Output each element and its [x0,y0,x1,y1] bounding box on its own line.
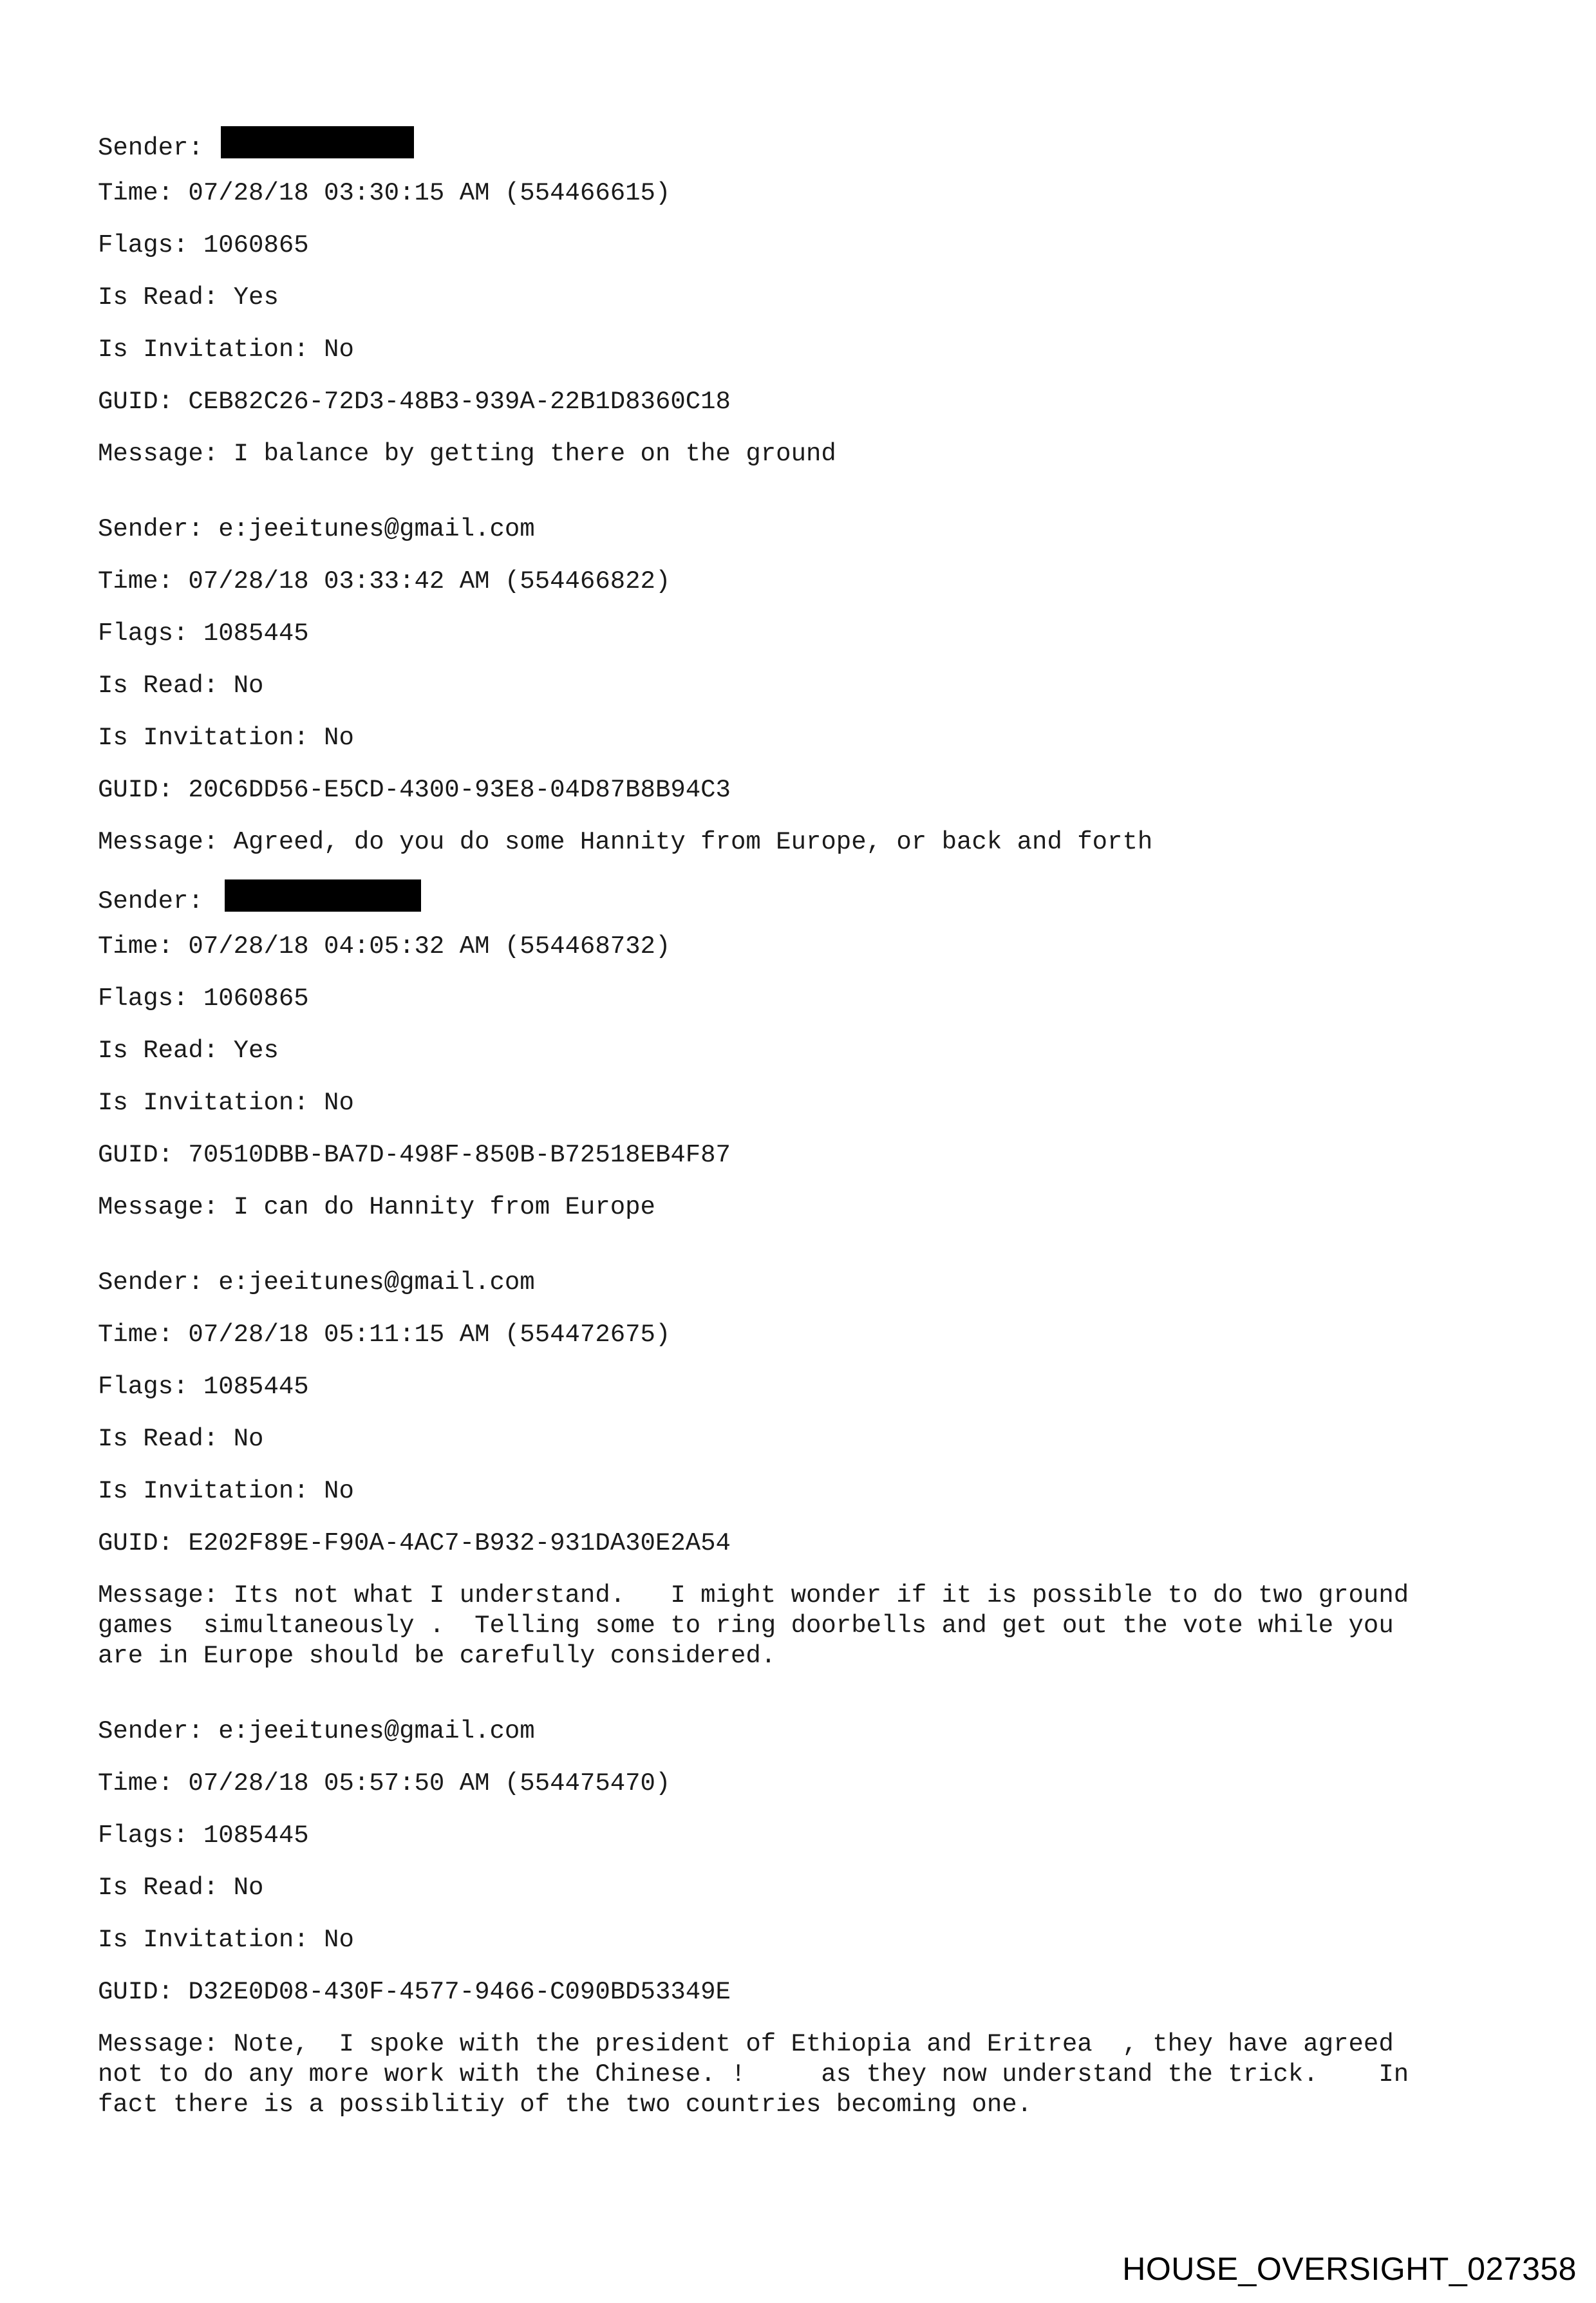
flags-line: Flags: 1060865 [98,231,309,259]
is-read-line: Is Read: Yes [98,283,279,312]
sender-line [98,1716,1514,1747]
guid-line: GUID: D32E0D08-430F-4577-9466-C090BD53349E [98,1978,731,2006]
message-record [98,1716,1514,2120]
flags-line: Flags: 1060865 [98,984,309,1013]
sender-label: Sender: [98,1268,219,1297]
time-line: Time: 07/28/18 05:11:15 AM (554472675) [98,1321,671,1349]
sender-line [98,514,1514,545]
message-line: Message: Its not what I understand. I might wonder if it is possible to do two ground games simultaneously . Telling some to ring doorbells and get out the vote while you are in Europe should be carefully considered. [98,1581,1409,1670]
flags-line: Flags: 1085445 [98,619,309,648]
sender-value: e:jeeitunes@gmail.com [218,1717,535,1745]
message-line: Message: Note, I spoke with the president of Ethiopia and Eritrea , they have agreed not to do any more work with the Chinese. ! as they now understand the trick. In fact there is a possiblitiy of the two countries becoming one. [98,2030,1409,2119]
bates-number: HOUSE_OVERSIGHT_027358 [1122,2251,1577,2287]
sender-value: e:jeeitunes@gmail.com [218,515,535,543]
message-line: Message: I can do Hannity from Europe [98,1193,655,1221]
time-line: Time: 07/28/18 03:33:42 AM (554466822) [98,567,671,596]
time-line: Time: 07/28/18 05:57:50 AM (554475470) [98,1769,671,1798]
message-record [98,514,1514,858]
sender-label: Sender: [98,134,219,162]
time-line: Time: 07/28/18 04:05:32 AM (554468732) [98,932,671,961]
is-invitation-line: Is Invitation: No [98,1089,354,1117]
sender-value: e:jeeitunes@gmail.com [218,1268,535,1297]
sender-label: Sender: [98,887,219,916]
guid-line: GUID: CEB82C26-72D3-48B3-939A-22B1D8360C18 [98,388,731,416]
redaction-box [225,879,421,912]
message-record [98,879,1514,1223]
sender-label: Sender: [98,1717,219,1745]
flags-line: Flags: 1085445 [98,1373,309,1401]
is-invitation-line: Is Invitation: No [98,724,354,752]
sender-label: Sender: [98,515,219,543]
guid-line: GUID: 20C6DD56-E5CD-4300-93E8-04D87B8B94C3 [98,776,731,804]
is-invitation-line: Is Invitation: No [98,335,354,364]
guid-line: GUID: 70510DBB-BA7D-498F-850B-B72518EB4F87 [98,1141,731,1169]
is-read-line: Is Read: No [98,1425,264,1453]
message-log [98,126,1514,2120]
is-read-line: Is Read: No [98,672,264,700]
flags-line: Flags: 1085445 [98,1821,309,1850]
message-line: Message: I balance by getting there on the ground [98,440,836,468]
sender-line [98,1268,1514,1298]
sender-line [98,879,1514,916]
redaction-box [221,126,414,158]
is-invitation-line: Is Invitation: No [98,1926,354,1954]
message-record [98,126,1514,469]
message-record [98,1268,1514,1671]
sender-line [98,126,1514,162]
message-line: Message: Agreed, do you do some Hannity from Europe, or back and forth [98,828,1153,856]
is-invitation-line: Is Invitation: No [98,1477,354,1505]
is-read-line: Is Read: Yes [98,1037,279,1065]
is-read-line: Is Read: No [98,1874,264,1902]
time-line: Time: 07/28/18 03:30:15 AM (554466615) [98,179,671,207]
guid-line: GUID: E202F89E-F90A-4AC7-B932-931DA30E2A54 [98,1529,731,1557]
